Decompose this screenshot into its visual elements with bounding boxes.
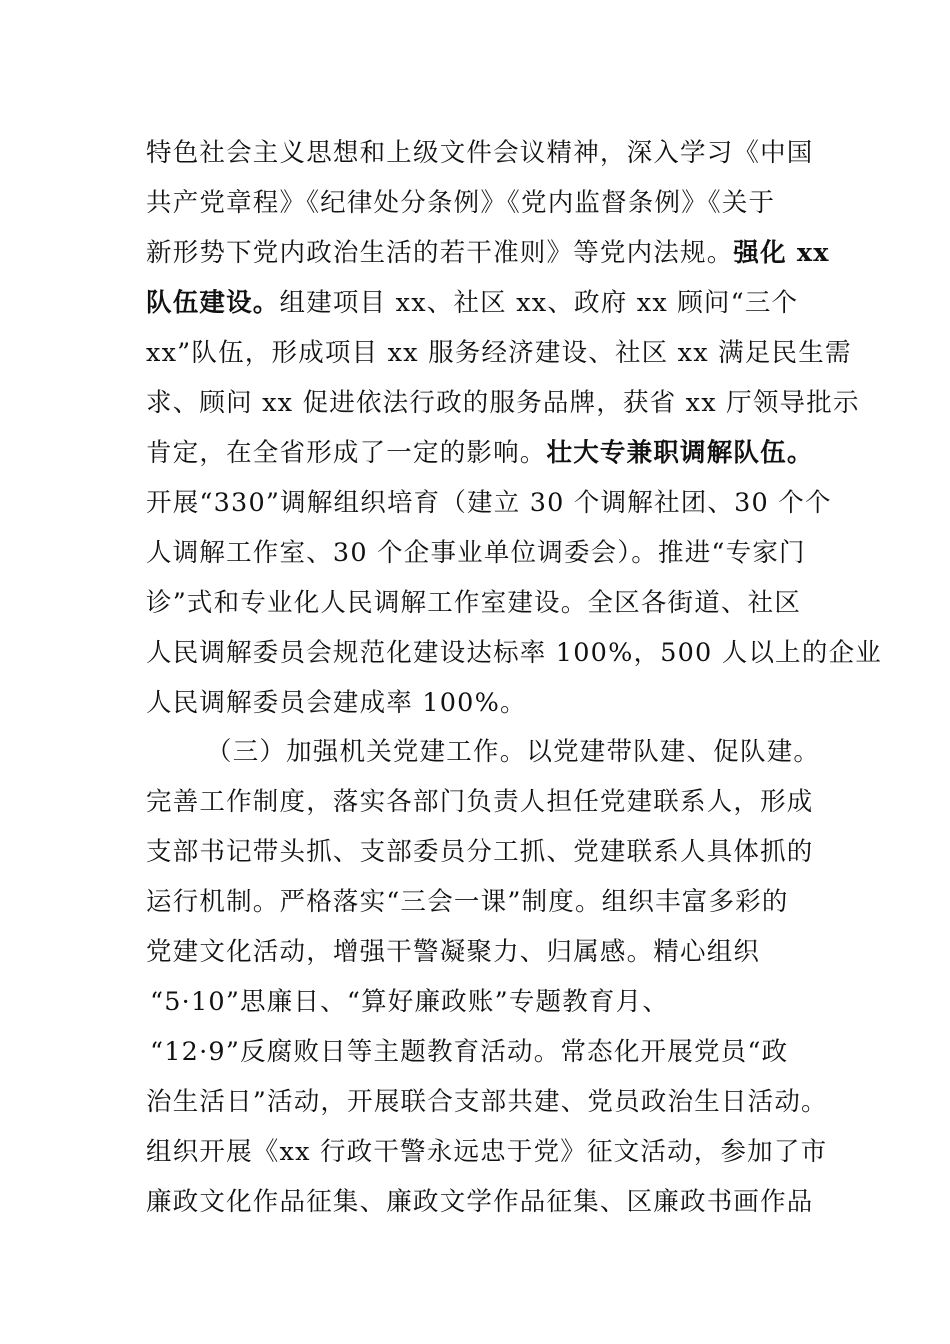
text-segment: 人调解工作室、30 个企事业单位调委会）。推进“专家门 xyxy=(146,538,806,568)
text-segment: 求、顾问 xx 促进依法行政的服务品牌，获省 xx 厅领导批示 xyxy=(146,388,860,418)
bold-heading-segment: 队伍建设。 xyxy=(146,288,280,318)
text-segment: xx”队伍，形成项目 xx 服务经济建设、社区 xx 满足民生需 xyxy=(146,338,852,368)
text-segment: 开展“330”调解组织培育（建立 30 个调解社团、30 个个 xyxy=(146,488,832,518)
text-line xyxy=(146,832,814,872)
text-line xyxy=(146,283,798,323)
text-line xyxy=(146,1132,827,1172)
text-line xyxy=(146,633,882,673)
text-line xyxy=(146,333,852,373)
text-segment: 特色社会主义思想和上级文件会议精神，深入学习《中国 xyxy=(146,138,814,168)
text-line xyxy=(146,1182,814,1222)
text-line xyxy=(146,483,832,523)
text-segment: 共产党章程》《纪律处分条例》《党内监督条例》《关于 xyxy=(146,188,776,218)
text-line xyxy=(146,433,814,473)
text-segment: 诊”式和专业化人民调解工作室建设。全区各街道、社区 xyxy=(146,588,802,618)
text-line xyxy=(146,932,760,972)
text-segment: “12·9”反腐败日等主题教育活动。常态化开展党员“政 xyxy=(150,1037,789,1067)
bold-heading-segment: 壮大专兼职调解队伍。 xyxy=(546,438,814,468)
text-segment: 人民调解委员会规范化建设达标率 100%，500 人以上的企业 xyxy=(146,638,882,668)
text-line xyxy=(146,683,527,723)
text-line xyxy=(146,533,806,573)
text-segment: （三）加强机关党建工作。以党建带队建、促队建。 xyxy=(206,737,821,767)
text-line xyxy=(146,583,801,623)
text-line xyxy=(146,183,775,223)
text-segment: 治生活日”活动，开展联合支部共建、党员政治生日活动。 xyxy=(146,1087,828,1117)
text-segment: 人民调解委员会建成率 100%。 xyxy=(146,688,527,718)
text-segment: 运行机制。严格落实“三会一课”制度。组织丰富多彩的 xyxy=(146,887,789,917)
text-line xyxy=(146,133,814,173)
text-segment: 新形势下党内政治生活的若干准则》等党内法规。 xyxy=(146,238,734,268)
bold-heading-segment: 强化 xx xyxy=(733,238,830,268)
text-line xyxy=(146,882,789,922)
text-segment: “5·10”思廉日、“算好廉政账”专题教育月、 xyxy=(150,987,670,1017)
text-segment: 肯定，在全省形成了一定的影响。 xyxy=(146,438,547,468)
text-segment: 支部书记带头抓、支部委员分工抓、党建联系人具体抓的 xyxy=(146,837,814,867)
text-line xyxy=(146,1082,828,1122)
text-line xyxy=(146,782,814,822)
text-segment: 组织开展《xx 行政干警永远忠于党》征文活动，参加了市 xyxy=(146,1137,828,1167)
text-segment: 组建项目 xx、社区 xx、政府 xx 顾问“三个 xyxy=(279,288,799,318)
text-segment: 完善工作制度，落实各部门负责人担任党建联系人，形成 xyxy=(146,787,814,817)
text-line xyxy=(146,383,860,423)
text-line xyxy=(206,732,820,772)
text-line xyxy=(146,233,830,273)
text-line xyxy=(150,982,669,1022)
text-segment: 党建文化活动，增强干警凝聚力、归属感。精心组织 xyxy=(146,937,761,967)
text-segment: 廉政文化作品征集、廉政文学作品征集、区廉政书画作品 xyxy=(146,1187,814,1217)
text-line xyxy=(150,1032,788,1072)
